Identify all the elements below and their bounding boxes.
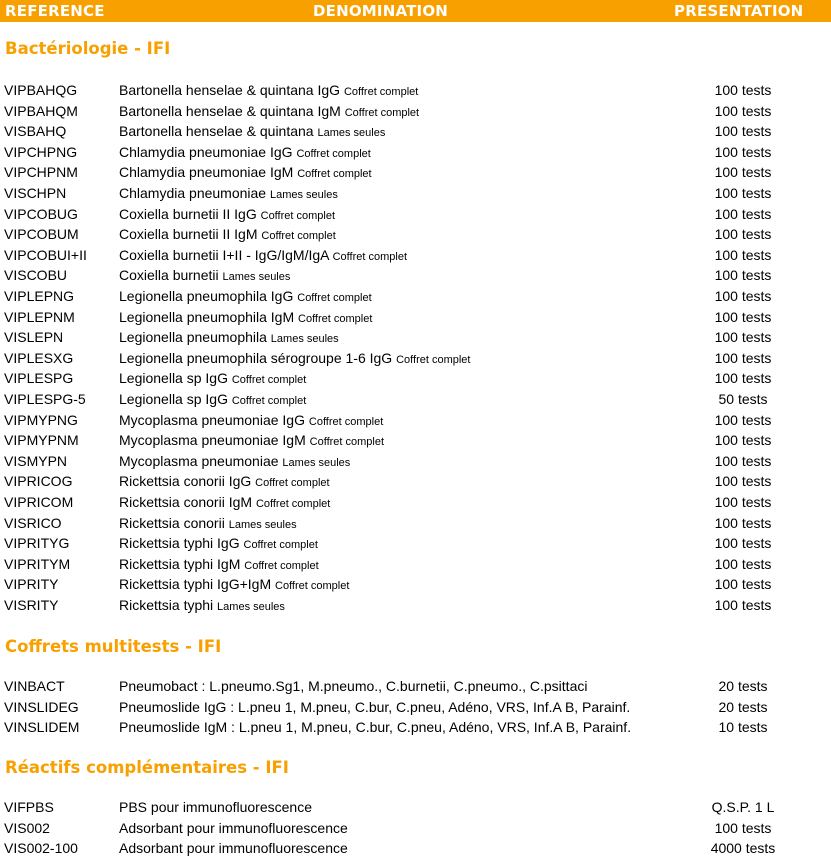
denomination-cell — [119, 247, 407, 263]
reference-cell: VISRITY — [4, 597, 59, 613]
table-row — [0, 226, 831, 247]
table-row — [0, 535, 831, 556]
presentation-cell: 4000 tests — [710, 840, 776, 857]
reference-cell: VINBACT — [4, 678, 65, 694]
table-row — [0, 206, 831, 227]
table-row — [0, 699, 831, 720]
product-name: Rickettsia typhi IgM — [119, 555, 241, 572]
reference-cell: VIFPBS — [4, 799, 54, 815]
reference-cell: VIPBAHQM — [4, 102, 78, 119]
presentation-cell: 100 tests — [714, 370, 772, 387]
product-note: Lames seules — [222, 271, 291, 284]
presentation-cell: 100 tests — [714, 432, 772, 449]
table-row — [0, 597, 831, 618]
table-row — [0, 820, 831, 841]
product-note: Lames seules — [270, 333, 339, 346]
presentation-cell: 100 tests — [714, 246, 772, 263]
presentation-cell: 100 tests — [714, 819, 772, 836]
denomination-cell — [119, 288, 372, 304]
product-name: Coxiella burnetii — [119, 267, 219, 284]
denomination-cell — [119, 473, 330, 489]
product-name: Chlamydia pneumoniae — [119, 185, 267, 201]
table-header — [0, 0, 831, 22]
product-name: Legionella sp IgG — [119, 370, 228, 387]
product-name: Adsorbant pour immunofluorescence — [119, 840, 348, 857]
reference-cell: VIPMYPNM — [4, 432, 79, 449]
reference-cell: VIS002 — [4, 819, 50, 836]
product-name: Mycoplasma pneumoniae — [119, 452, 279, 469]
denomination-cell — [119, 226, 336, 242]
table-row — [0, 123, 831, 144]
section-title: Coffrets multitests - IFI — [5, 637, 222, 656]
denomination-cell — [119, 164, 372, 180]
presentation-cell: 100 tests — [714, 349, 772, 366]
product-note: Coffret complet — [260, 209, 336, 222]
presentation-cell: Q.S.P. 1 L — [711, 799, 775, 815]
product-note: Lames seules — [282, 456, 351, 469]
denomination-cell — [119, 432, 384, 448]
product-note: Lames seules — [317, 127, 386, 140]
product-note: Coffret complet — [255, 498, 331, 510]
table-row — [0, 391, 831, 412]
product-name: Coxiella burnetii II IgG — [119, 205, 257, 222]
product-name: Coxiella burnetii I+II - IgG/IgM/IgA — [119, 246, 329, 263]
reference-cell: VIPLESPG — [4, 370, 74, 387]
section-title: Réactifs complémentaires - IFI — [5, 758, 289, 777]
denomination-cell — [119, 678, 587, 694]
header-presentation: PRESENTATION — [674, 2, 804, 20]
presentation-cell: 100 tests — [714, 555, 772, 572]
table-row — [0, 288, 831, 309]
product-name: Bartonella henselae & quintana IgM — [119, 102, 341, 119]
denomination-cell — [119, 309, 372, 325]
denomination-cell — [119, 267, 290, 283]
reference-cell: VISBAHQ — [4, 123, 67, 140]
product-note: Coffret complet — [243, 539, 318, 552]
reference-cell: VISMYPN — [4, 452, 68, 469]
denomination-cell — [119, 350, 470, 366]
table-row — [0, 719, 831, 740]
reference-cell: VIPLESPG-5 — [4, 391, 86, 407]
product-note: Coffret complet — [297, 292, 372, 304]
table-row — [0, 309, 831, 330]
presentation-cell: 100 tests — [714, 185, 772, 201]
product-note: Coffret complet — [309, 436, 385, 449]
product-note: Coffret complet — [255, 477, 330, 490]
presentation-cell: 20 tests — [718, 698, 768, 715]
product-name: Bartonella henselae & quintana IgG — [119, 82, 341, 98]
product-name: Mycoplasma pneumoniae IgG — [119, 411, 305, 428]
product-name: Bartonella henselae & quintana — [119, 123, 314, 140]
presentation-cell: 100 tests — [714, 535, 772, 552]
product-note: Coffret complet — [297, 168, 372, 181]
product-note: Coffret complet — [396, 353, 471, 366]
reference-cell: VIPCOBUI+II — [4, 246, 87, 263]
reference-cell: VIPMYPNG — [4, 411, 78, 428]
presentation-cell: 100 tests — [714, 226, 772, 243]
presentation-cell: 100 tests — [714, 143, 772, 160]
reference-cell: VISCOBU — [4, 267, 68, 284]
presentation-cell: 100 tests — [714, 308, 772, 325]
denomination-cell — [119, 391, 306, 407]
table-row — [0, 678, 831, 699]
denomination-cell — [119, 840, 348, 856]
presentation-cell: 100 tests — [714, 205, 772, 222]
reference-cell: VIPCHPNG — [4, 143, 78, 160]
presentation-cell: 10 tests — [718, 719, 768, 736]
product-note: Coffret complet — [244, 559, 319, 572]
presentation-cell: 100 tests — [714, 576, 772, 593]
table-row — [0, 453, 831, 474]
product-name: Rickettsia conorii — [119, 514, 225, 531]
denomination-cell — [119, 799, 312, 815]
presentation-cell: 100 tests — [714, 597, 772, 613]
reference-cell: VIPRITYG — [4, 535, 70, 552]
product-name: Rickettsia typhi IgG+IgM — [119, 576, 272, 593]
denomination-cell — [119, 515, 297, 531]
product-note: Coffret complet — [231, 395, 307, 407]
presentation-cell: 100 tests — [714, 267, 772, 284]
product-name: Rickettsia typhi IgG — [119, 535, 240, 552]
table-row — [0, 840, 831, 861]
table-row — [0, 267, 831, 288]
table-row — [0, 432, 831, 453]
product-name: Pneumoslide IgM : L.pneu 1, M.pneu, C.bur, C.pneu, Adéno, VRS, Inf.A B, Parainf. — [119, 719, 632, 736]
reference-cell: VIPRICOM — [4, 494, 74, 510]
product-name: Rickettsia conorii IgG — [119, 473, 252, 490]
denomination-cell — [119, 82, 418, 98]
product-note: Lames seules — [269, 189, 338, 201]
table-row — [0, 164, 831, 185]
presentation-cell: 100 tests — [714, 494, 772, 510]
reference-cell: VIPCHPNM — [4, 164, 78, 181]
product-name: Pneumobact : L.pneumo.Sg1, M.pneumo., C.burnetii, C.pneumo., C.psittaci — [119, 678, 588, 694]
table-row — [0, 556, 831, 577]
table-row — [0, 494, 831, 515]
reference-cell: VISLEPN — [4, 329, 64, 346]
product-name: Rickettsia conorii IgM — [119, 494, 253, 510]
denomination-cell — [119, 123, 385, 139]
presentation-cell: 100 tests — [714, 82, 772, 98]
product-name: Rickettsia typhi — [119, 597, 214, 613]
denomination-cell — [119, 103, 419, 119]
reference-cell: VINSLIDEM — [4, 719, 80, 736]
product-name: Coxiella burnetii II IgM — [119, 226, 258, 243]
table-row — [0, 185, 831, 206]
table-row — [0, 515, 831, 536]
product-name: PBS pour immunofluorescence — [119, 799, 312, 815]
denomination-cell — [119, 370, 306, 386]
product-name: Legionella sp IgG — [119, 391, 228, 407]
reference-cell: VIPRITY — [4, 576, 59, 593]
denomination-cell — [119, 453, 350, 469]
reference-cell: VIPLEPNM — [4, 308, 75, 325]
product-name: Chlamydia pneumoniae IgG — [119, 143, 293, 160]
denomination-cell — [119, 412, 383, 428]
section-title: Bactériologie - IFI — [5, 39, 171, 58]
reference-cell: VISCHPN — [4, 185, 67, 201]
table-row — [0, 144, 831, 165]
table-row — [0, 329, 831, 350]
product-name: Chlamydia pneumoniae IgM — [119, 164, 294, 181]
denomination-cell — [119, 719, 631, 735]
product-name: Mycoplasma pneumoniae IgM — [119, 432, 306, 449]
table-row — [0, 103, 831, 124]
table-row — [0, 247, 831, 268]
reference-cell: VIPRICOG — [4, 473, 73, 490]
reference-cell: VIS002-100 — [4, 840, 78, 857]
denomination-cell — [119, 535, 318, 551]
table-row — [0, 473, 831, 494]
reference-cell: VIPLEPNG — [4, 288, 75, 304]
denomination-cell — [119, 576, 349, 592]
product-note: Coffret complet — [344, 106, 420, 119]
presentation-cell: 100 tests — [714, 473, 772, 490]
header-reference: REFERENCE — [5, 2, 105, 20]
table-row — [0, 350, 831, 371]
reference-cell: VIPCOBUG — [4, 205, 78, 222]
product-name: Legionella pneumophila — [119, 329, 267, 346]
product-note: Lames seules — [228, 518, 297, 531]
presentation-cell: 100 tests — [714, 288, 772, 304]
product-note: Lames seules — [217, 601, 285, 613]
presentation-cell: 100 tests — [714, 411, 772, 428]
product-name: Pneumoslide IgG : L.pneu 1, M.pneu, C.bur, C.pneu, Adéno, VRS, Inf.A B, Parainf. — [119, 698, 631, 715]
table-row — [0, 370, 831, 391]
product-name: Legionella pneumophila sérogroupe 1-6 IgG — [119, 349, 393, 366]
denomination-cell — [119, 597, 285, 613]
product-note: Coffret complet — [308, 415, 384, 428]
denomination-cell — [119, 144, 371, 160]
reference-cell: VIPBAHQG — [4, 82, 78, 98]
denomination-cell — [119, 185, 338, 201]
product-note: Coffret complet — [332, 250, 407, 263]
product-name: Adsorbant pour immunofluorescence — [119, 819, 348, 836]
presentation-cell: 100 tests — [714, 102, 772, 119]
presentation-cell: 50 tests — [718, 391, 768, 407]
reference-cell: VIPLESXG — [4, 349, 74, 366]
table-row — [0, 576, 831, 597]
presentation-cell: 100 tests — [714, 452, 772, 469]
denomination-cell — [119, 699, 630, 715]
reference-cell: VIPRITYM — [4, 555, 71, 572]
reference-cell: VIPCOBUM — [4, 226, 79, 243]
product-note: Coffret complet — [231, 374, 307, 387]
product-note: Coffret complet — [343, 86, 419, 98]
presentation-cell: 100 tests — [714, 123, 772, 140]
presentation-cell: 100 tests — [714, 329, 772, 346]
presentation-cell: 100 tests — [714, 164, 772, 181]
product-note: Coffret complet — [275, 580, 350, 593]
presentation-cell: 100 tests — [714, 514, 772, 531]
table-row — [0, 82, 831, 103]
table-row — [0, 799, 831, 820]
reference-cell: VISRICO — [4, 514, 62, 531]
denomination-cell — [119, 556, 319, 572]
product-note: Coffret complet — [261, 230, 336, 243]
product-note: Coffret complet — [298, 312, 373, 325]
product-name: Legionella pneumophila IgG — [119, 288, 294, 304]
denomination-cell — [119, 820, 348, 836]
product-note: Coffret complet — [296, 147, 371, 160]
table-row — [0, 412, 831, 433]
reference-cell: VINSLIDEG — [4, 698, 79, 715]
product-name: Legionella pneumophila IgM — [119, 308, 295, 325]
denomination-cell — [119, 206, 335, 222]
denomination-cell — [119, 329, 339, 345]
denomination-cell — [119, 494, 330, 510]
header-denomination: DENOMINATION — [313, 2, 449, 20]
presentation-cell: 20 tests — [718, 678, 768, 694]
